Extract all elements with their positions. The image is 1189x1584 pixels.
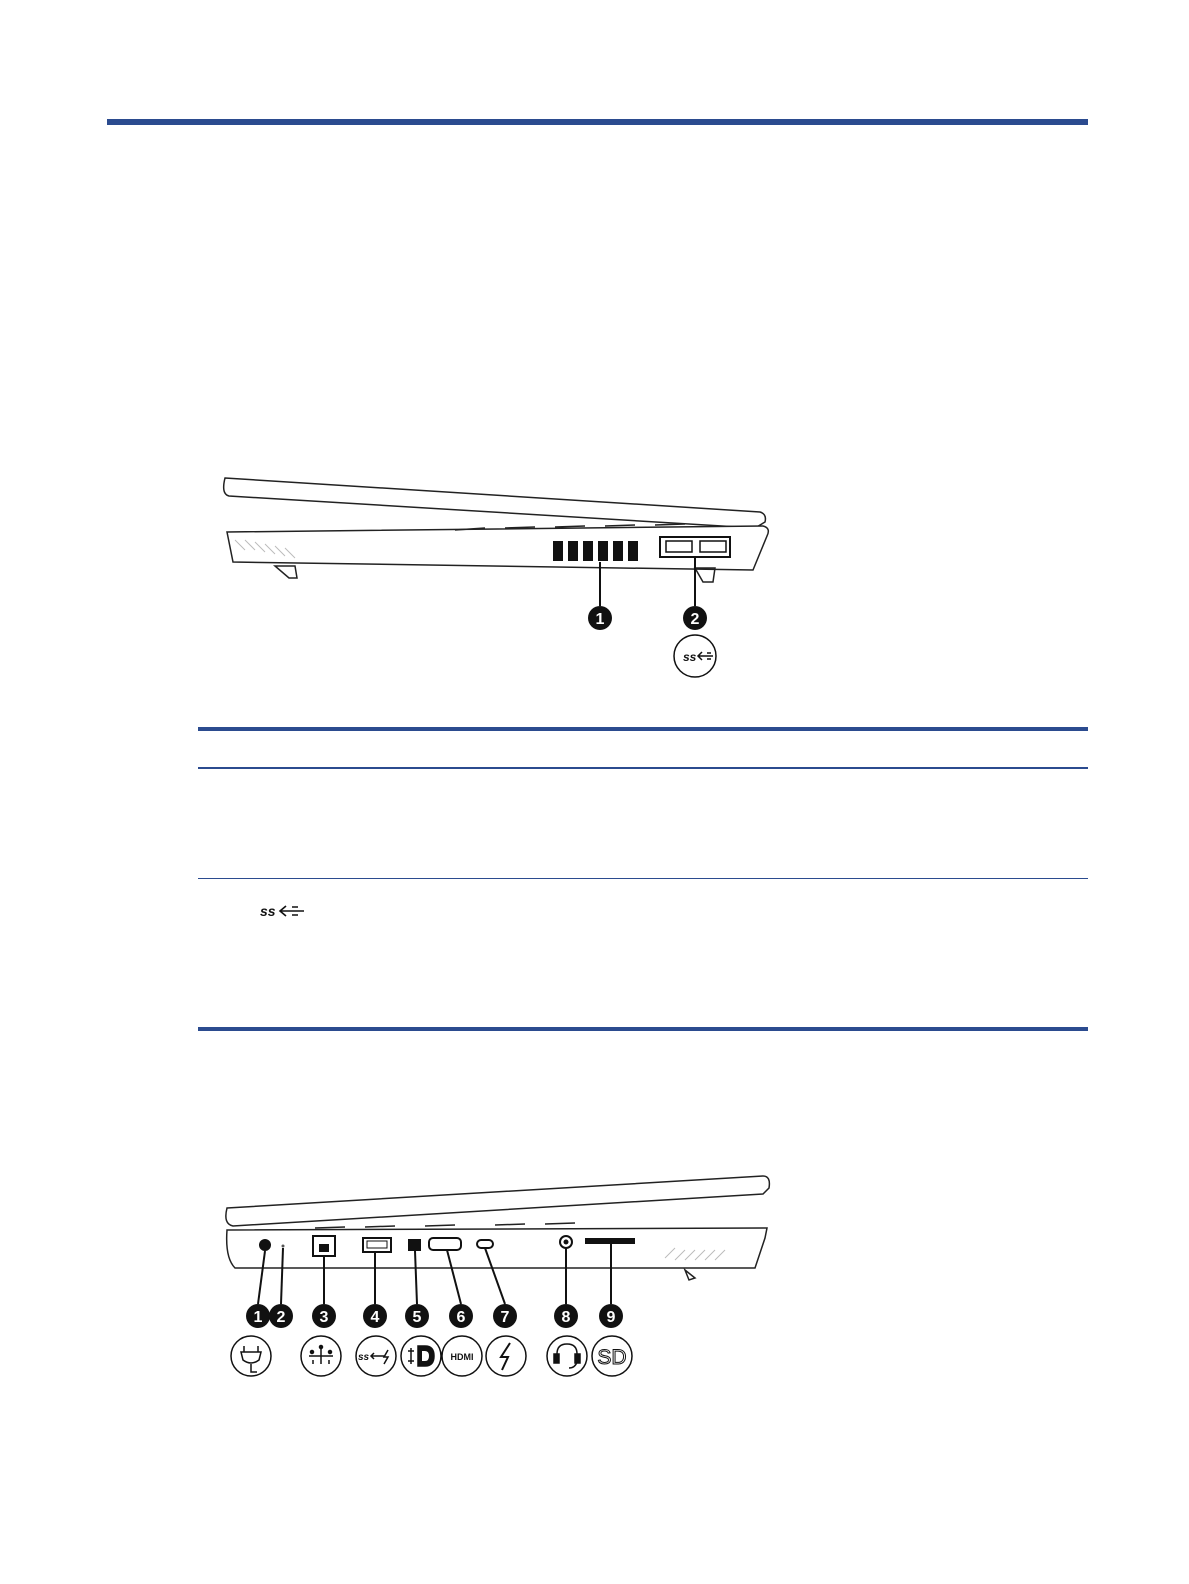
callout-6 [449,1304,473,1328]
left-side-figure [215,1168,785,1383]
svg-text:8: 8 [561,1309,571,1326]
svg-text:ss: ss [683,650,697,664]
callout-1 [588,606,612,630]
svg-text:1: 1 [253,1309,263,1326]
svg-text:6: 6 [456,1309,466,1326]
sd-card-icon [592,1336,632,1376]
callout-4 [363,1304,387,1328]
callout-7 [493,1304,517,1328]
svg-text:5: 5 [412,1309,422,1326]
callout-8 [554,1304,578,1328]
header-rule [107,119,1088,125]
callout-5 [405,1304,429,1328]
table-top-rule [198,727,1088,731]
svg-text:7: 7 [500,1309,510,1326]
svg-text:2: 2 [276,1309,286,1326]
callout-2 [269,1304,293,1328]
callout-3 [312,1304,336,1328]
svg-text:SD: SD [597,1346,627,1369]
table-usb-superspeed-icon [258,901,308,921]
right-side-figure [215,470,785,705]
svg-text:1: 1 [595,611,605,628]
svg-text:2: 2 [690,611,700,628]
svg-text:HDMI: HDMI [450,1352,474,1362]
thunderbolt-icon [486,1336,526,1376]
svg-text:3: 3 [319,1309,329,1326]
callout-2 [683,606,707,630]
headset-jack-icon [547,1336,587,1376]
table-bottom-rule [198,1027,1088,1031]
svg-text:4: 4 [370,1309,380,1326]
usb-superspeed-charging-icon [356,1336,396,1376]
table-row-divider [198,878,1088,879]
usb-superspeed-icon [674,635,716,677]
hdmi-icon [442,1336,482,1376]
svg-text:ss: ss [260,903,276,919]
network-jack-icon [301,1336,341,1376]
mini-displayport-icon [401,1336,441,1376]
svg-text:ss: ss [358,1352,370,1363]
power-connector-icon [231,1336,271,1376]
svg-text:9: 9 [606,1309,616,1326]
callout-1 [246,1304,270,1328]
table-header-rule [198,767,1088,769]
callout-9 [599,1304,623,1328]
